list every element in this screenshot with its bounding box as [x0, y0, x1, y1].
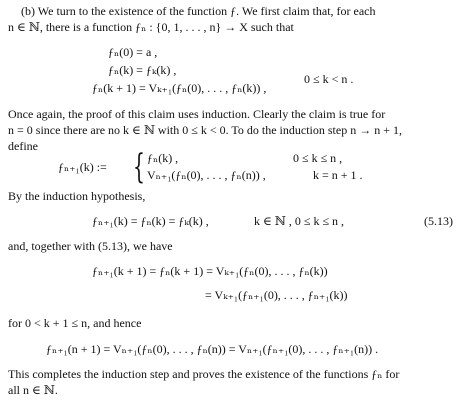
definition-case-1-condition: 0 ≤ k ≤ n , — [293, 151, 343, 165]
para4: and, together with (5.13), we have — [8, 239, 173, 253]
para2-line-3: define — [8, 139, 38, 153]
para5: for 0 < k + 1 ≤ n, and hence — [8, 316, 142, 330]
system-row-3: ƒₙ(k + 1) = Vₖ₊₁(ƒₙ(0), . . . , ƒₙ(k)) , — [92, 81, 267, 95]
eq2-line-1: ƒₙ₊₁(k + 1) = ƒₙ(k + 1) = Vₖ₊₁(ƒₙ(0), . . . , ƒₙ(k)) — [92, 264, 328, 278]
para3: By the induction hypothesis, — [8, 189, 146, 203]
eq-5-13-number: (5.13) — [424, 214, 453, 228]
para2-line-1: Once again, the proof of this claim uses induction. Clearly the claim is true for — [8, 107, 386, 121]
eq2-line-2: = Vₖ₊₁(ƒₙ₊₁(0), . . . , ƒₙ₊₁(k)) — [205, 288, 348, 302]
eq3: ƒₙ₊₁(n + 1) = Vₙ₊₁(ƒₙ(0), . . . , ƒₙ(n)) = Vₙ₊₁(ƒₙ₊₁(0), . . . , ƒₙ₊₁(n)) . — [46, 342, 379, 356]
para2-line-2: n = 0 since there are no k ∈ ℕ with 0 ≤ k < 0. To do the induction step n → n + 1, — [8, 123, 402, 137]
system-condition: 0 ≤ k < n . — [304, 72, 354, 86]
eq-5-13-body: ƒₙ₊₁(k) = ƒₙ(k) = ƒₖ(k) , — [92, 214, 209, 228]
system-row-2: ƒₙ(k) = ƒₖ(k) , — [108, 63, 177, 77]
conclusion-line-1: This completes the induction step and proves the existence of the functions ƒₙ for — [8, 367, 400, 381]
definition-lhs: ƒₙ₊₁(k) := — [58, 160, 107, 174]
definition-case-2-condition: k = n + 1 . — [313, 168, 363, 182]
intro-line-1: (b) We turn to the existence of the function ƒ. We first claim that, for each — [21, 4, 376, 18]
conclusion-line-2: all n ∈ ℕ. — [8, 383, 58, 397]
intro-line-2: n ∈ ℕ, there is a function ƒₙ : {0, 1, . . . , n} → X such that — [8, 20, 294, 34]
definition-case-2: Vₙ₊₁(ƒₙ(0), . . . , ƒₙ(n)) , — [147, 168, 266, 182]
eq-5-13-condition: k ∈ ℕ , 0 ≤ k ≤ n , — [254, 214, 345, 228]
definition-case-1: ƒₙ(k) , — [147, 151, 179, 165]
system-row-1: ƒₙ(0) = a , — [108, 45, 158, 59]
left-brace: { — [133, 147, 145, 187]
